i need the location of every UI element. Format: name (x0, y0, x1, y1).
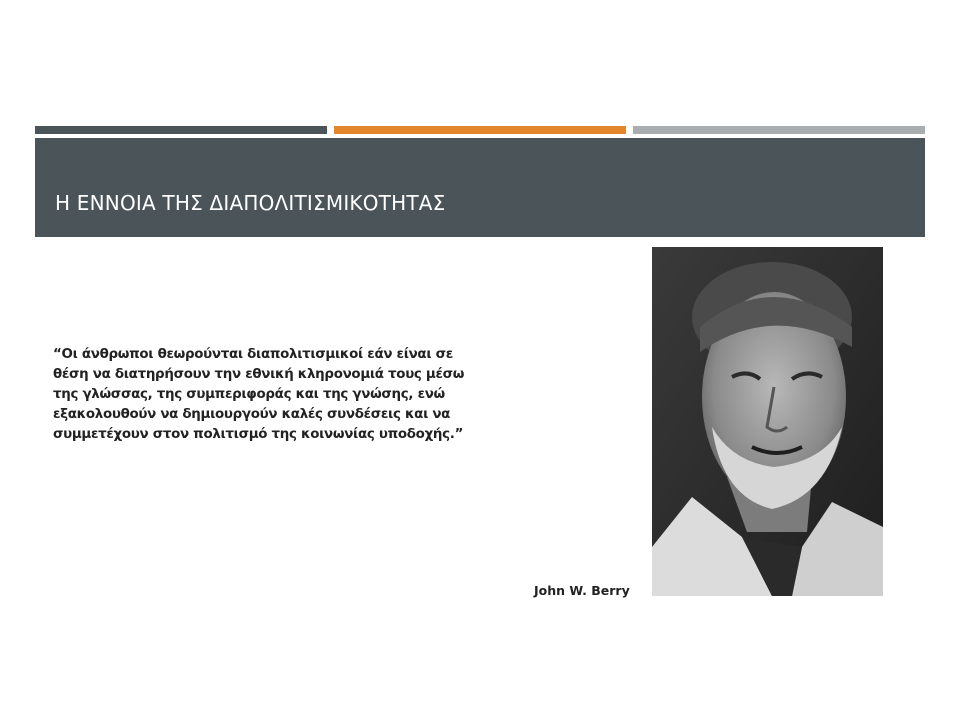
title-band (35, 138, 925, 237)
slide-title: Η ΕΝΝΟΙΑ ΤΗΣ ΔΙΑΠΟΛΙΤΙΣΜΙΚΟΤΗΤΑΣ (55, 191, 446, 215)
accent-bar-gray (633, 126, 925, 134)
quote-text: “Οι άνθρωποι θεωρούνται διαπολιτισμικοί εάν είναι σε θέση να διατηρήσουν την εθνική κληρονομιά τους μέσω της γλώσσας, της συμπεριφοράς και της γνώσης, ενώ εξακολουθούν να δημιουργούν καλές συνδέσεις και να συμμετέχουν στον πολιτισμό της κοινωνίας υποδοχής.” (53, 347, 465, 442)
portrait-photo (652, 247, 883, 596)
accent-bar-dark (35, 126, 327, 134)
accent-bar-orange (334, 126, 626, 134)
portrait-illustration (652, 247, 883, 596)
photo-caption: John W. Berry (534, 583, 630, 598)
